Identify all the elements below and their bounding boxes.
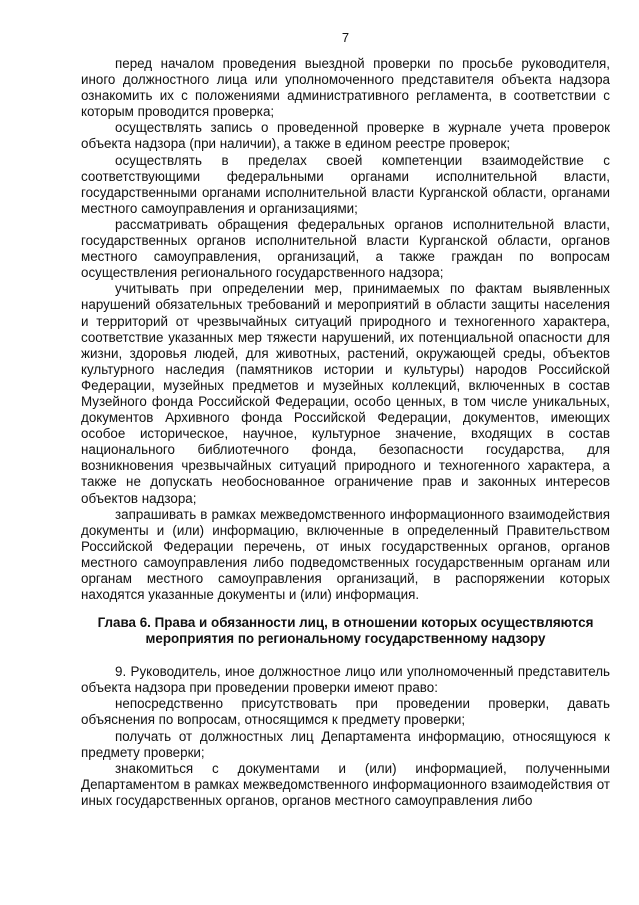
chapter-heading: Глава 6. Права и обязанности лиц, в отношении которых осуществляются мероприятия по региональному государственному надзору (97, 615, 594, 647)
paragraph-measures: учитывать при определении мер, принимаемых по фактам выявленных нарушений обязательных требований и мероприятий в области защиты населения и территорий от чрезвычайных ситуаций природного и техногенного характера, соответствие указанных мер тяжести нарушений, их потенциальной опасности для жизни, здоровья людей, для животных, растений, окружающей среды, объектов культурного наследия (памятников истории и культуры) народов Российской Федерации, музейных предметов и музейных коллекций, включенных в состав Музейного фонда Российской Федерации, особо ценных, в том числе уникальных, документов Архивного фонда Российской Федерации, документов, имеющих особое историческое, научное, культурное значение, входящих в состав национального библиотечного фонда, безопасности государства, для возникновения чрезвычайных ситуаций природного и техногенного характера, а также не допускать необоснованное ограничение прав и законных интересов объектов надзора; (81, 281, 610, 506)
paragraph-request-documents: запрашивать в рамках межведомственного информационного взаимодействия документы и (или) информацию, включенные в определенный Правительством Российской Федерации перечень, от иных государственных органов, органов местного самоуправления либо подведомственных государственным органам или органам местного самоуправления организаций, в распоряжении которых находятся указанные документы и (или) информация. (81, 506, 610, 603)
paragraph-right-receive-info: получать от должностных лиц Департамента информацию, относящуюся к предмету проверки; (81, 728, 610, 760)
paragraph-interaction: осуществлять в пределах своей компетенции взаимодействие с соответствующими федеральными органами исполнительной власти, государственными органами исполнительной власти Курганской области, органами местного самоуправления и организациями; (81, 152, 610, 216)
paragraph-right-review-documents: знакомиться с документами и (или) информацией, полученными Департаментом в рамках межведомственного информационного взаимодействия от иных государственных органов, органов местного самоуправления либо (81, 760, 610, 808)
paragraph-right-attend: непосредственно присутствовать при проведении проверки, давать объяснения по вопросам, относящимся к предмету проверки; (81, 696, 610, 728)
paragraph-record-inspection: осуществлять запись о проведенной проверке в журнале учета проверок объекта надзора (при наличии), а также в едином реестре проверок; (81, 120, 610, 152)
paragraph-familiarize: перед началом проведения выездной проверки по просьбе руководителя, иного должностного лица или уполномоченного представителя объекта надзора ознакомить их с положениями административного регламента, в соответствии с которым проводится проверка; (81, 56, 610, 120)
paragraph-consider-appeals: рассматривать обращения федеральных органов исполнительной власти, государственных органов исполнительной власти Курганской области, органов местного самоуправления, организаций, а также граждан по вопросам осуществления регионального государственного надзора; (81, 216, 610, 281)
paragraph-rights-intro: 9. Руководитель, иное должностное лицо или уполномоченный представитель объекта надзора при проведении проверки имеют право: (81, 664, 610, 696)
page-number: 7 (341, 30, 350, 45)
